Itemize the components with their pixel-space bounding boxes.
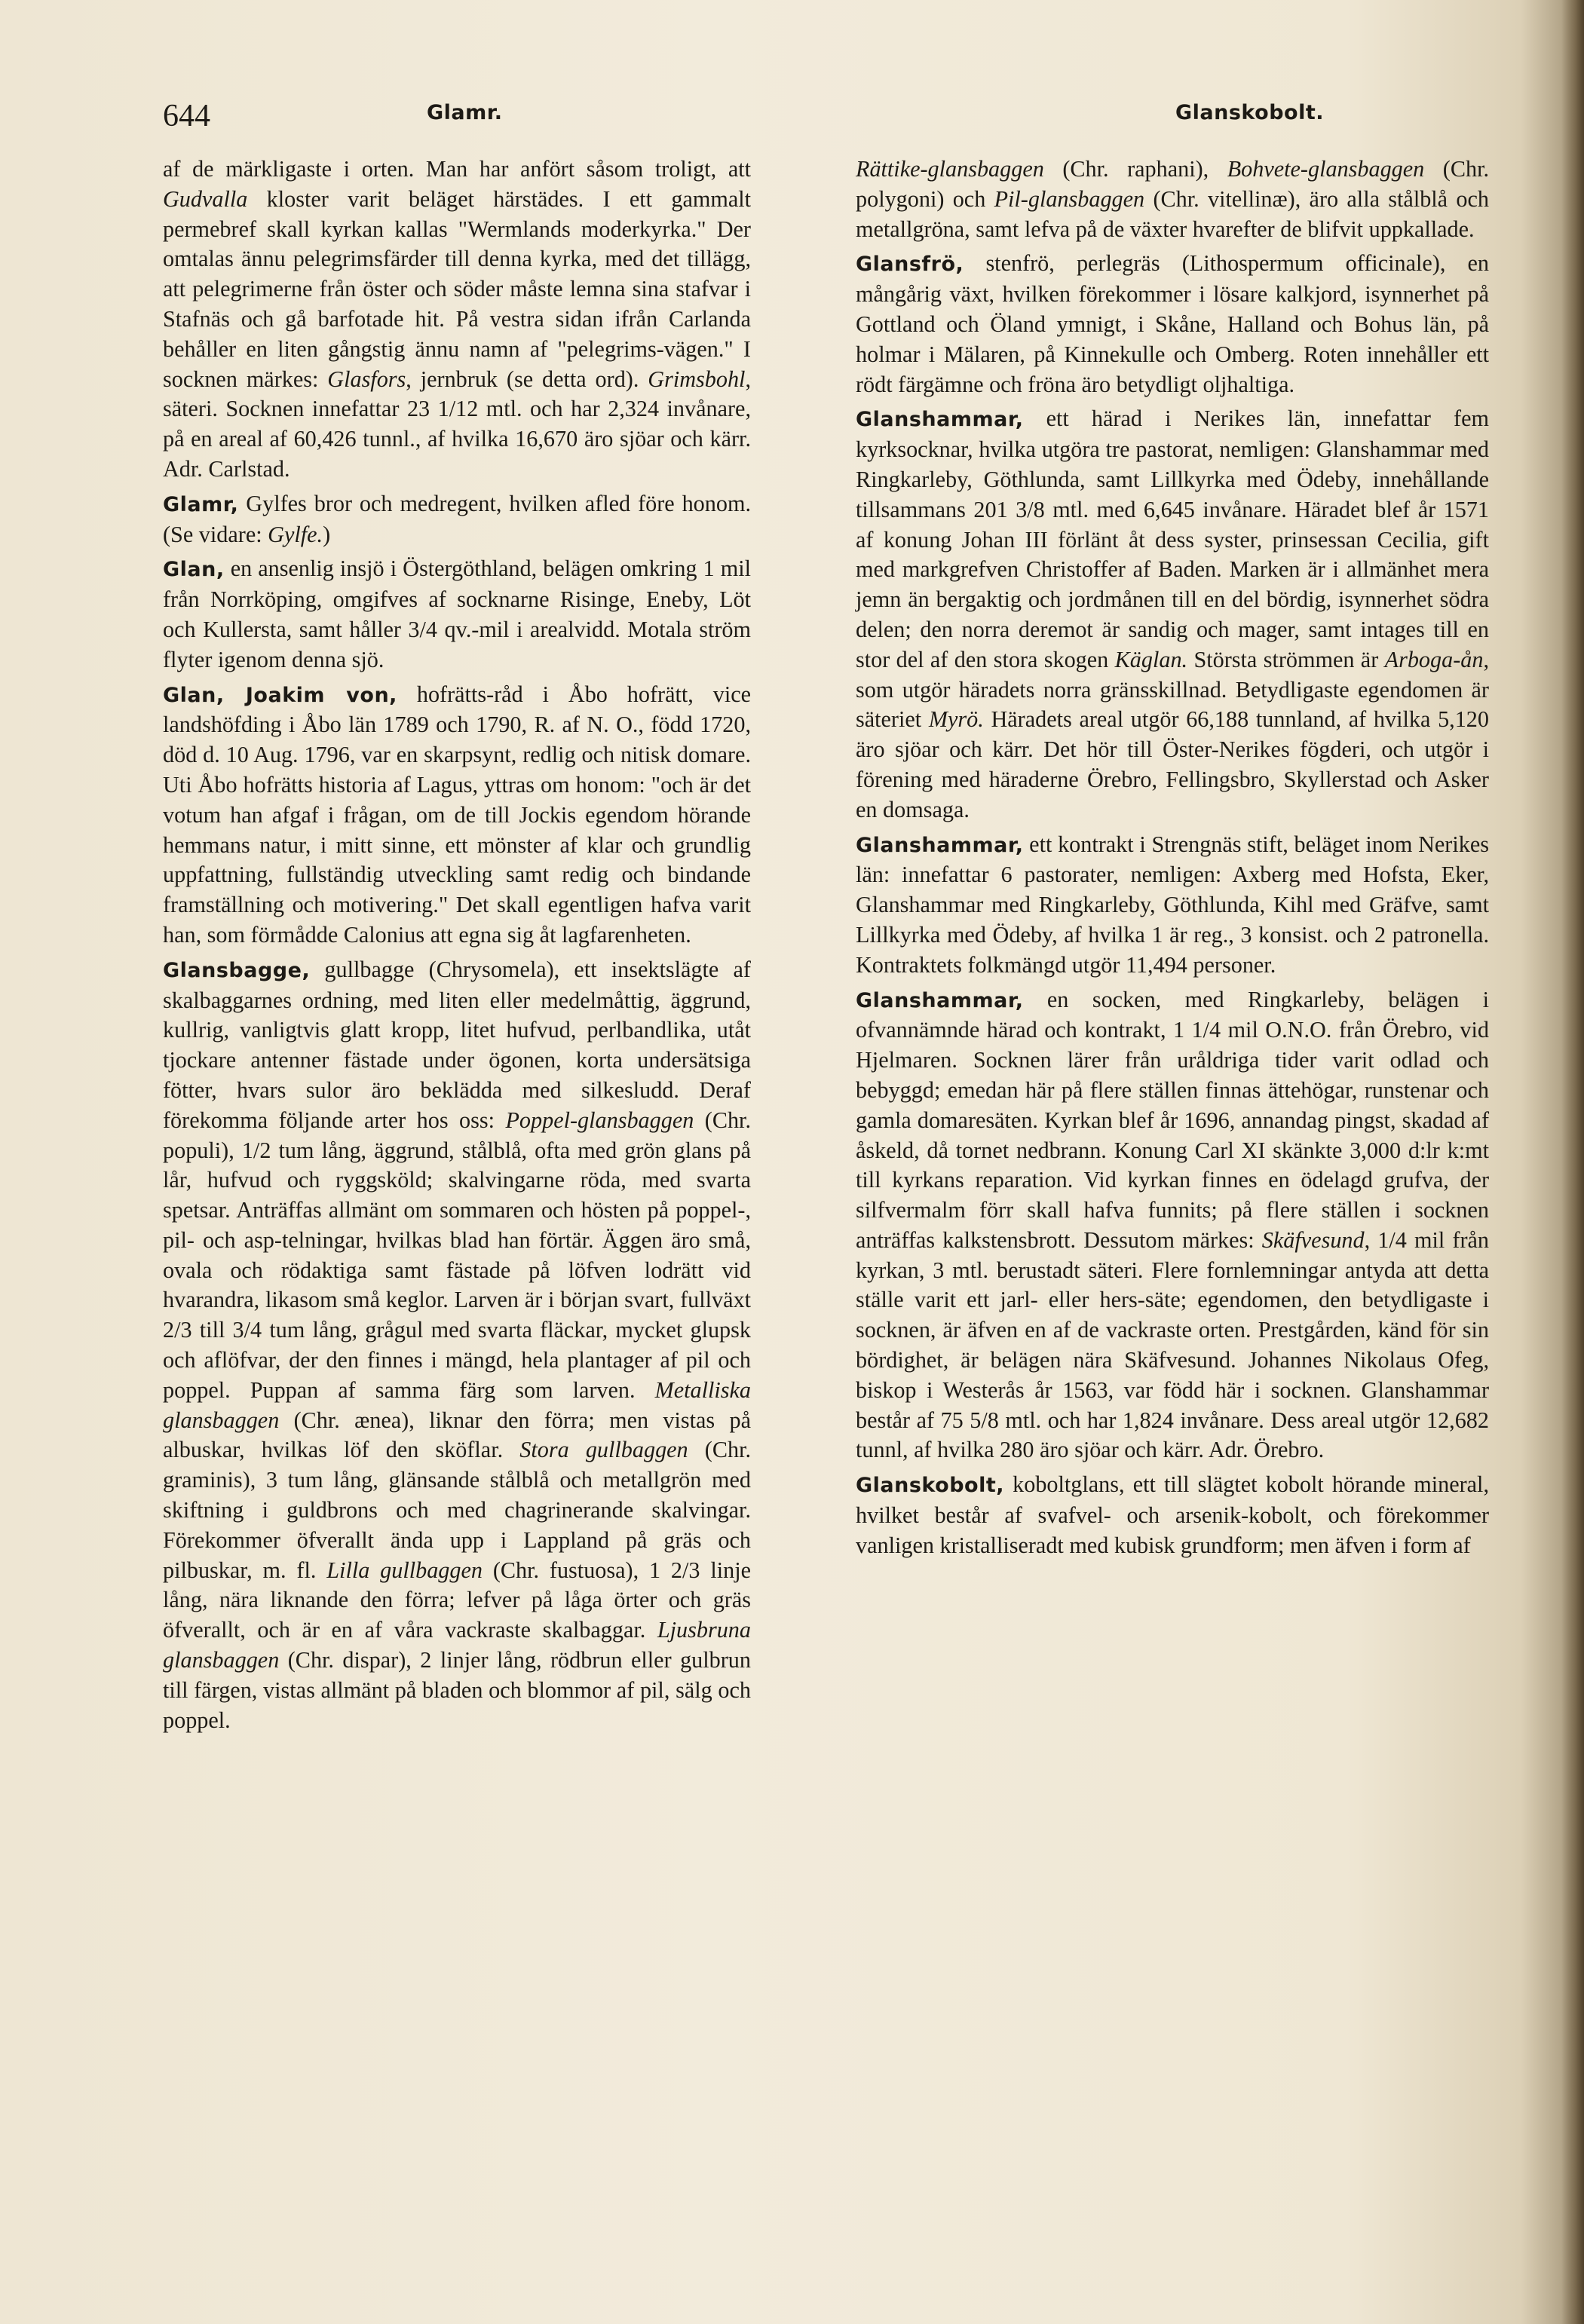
entry-headword: Glansbagge, [163, 958, 311, 982]
entry-text: (Chr. populi), 1/2 tum lång, äggrund, stålblå, ofta med grön glans på lår, hufvud och ryggsköld; skalvingarne röda, med svarta spetsar. Anträffas allmänt om sommaren och hösten på poppel-, pil- och asp-telningar, hvilkas blad han förtär. Äggen äro små, ovala och rödaktiga samt fästade på löfven lodrätt vid hvarandra, likasom små keglor. Larven är i början svart, fullväxt 2/3 till 3/4 tum lång, grågul med svarta fläckar, mycket glupsk och aflöfvar, der den finnes i mängd, hela plantager af pil och poppel. Puppan af samma färg som larven. [163, 1107, 751, 1403]
italic-term: Ljusbruna glansbaggen [163, 1617, 751, 1673]
italic-term: Arboga-ån [1384, 646, 1484, 672]
entry-text: , jernbruk (se detta ord). [406, 366, 648, 392]
entry-text: (Chr. polygoni) och [856, 156, 1489, 212]
left-column [163, 155, 751, 1735]
entry-text: en ansenlig insjö i Östergöthland, belägen omkring 1 mil från Norrköping, omgifves af socknarne Risinge, Eneby, Löt och Kullersta, samt håller 3/4 qv.-mil i arealvidd. Motala ström flyter igenom denna sjö. [163, 556, 751, 672]
entry-text: ) [323, 521, 331, 547]
entry-text: (Chr. dispar), 2 linjer lång, rödbrun eller gulbrun till färgen, vistas allmänt på bladen och blommor af pil, sälg och poppel. [163, 1647, 751, 1733]
italic-term: Myrö. [928, 706, 984, 733]
page-number: 644 [163, 99, 210, 133]
dictionary-entry [856, 155, 1489, 244]
italic-term: Gudvalla [163, 185, 248, 212]
entry-text: ett härad i Nerikes län, innefattar fem kyrksocknar, hvilka utgöra tre pastorat, nemligen: Glanshammar med Ringkarleby, Göthlunda, samt Lillkyrka med Ödeby, innehållande tillsammans 201 3/8 mtl. med 6,645 invånare. Häradet blef år 1571 af konung Johan III förlänt åt dess syster, prinsessan Cecilia, gift med markgrefven Christoffer af Baden. Marken är i allmänhet mera jemn än bergaktig och jordmånen till en del bördig, isynnerhet södra delen; den norra deremot är sandig och mager, samt intages till en stor del af den stora skogen [856, 406, 1489, 672]
dictionary-entry [163, 955, 751, 1736]
entry-text: , som utgör häradets norra gränsskillnad. Betydligaste egendomen är säteriet [856, 646, 1489, 733]
entry-headword: Glanshammar, [856, 408, 1024, 432]
italic-term: Gylfe. [268, 521, 323, 547]
dictionary-entry [163, 155, 751, 485]
italic-term: Glasfors [327, 366, 406, 392]
entry-text: (Chr. raphani), [1043, 156, 1227, 182]
entry-text: (Chr. vitellinæ), äro alla stålblå och metallgröna, samt lefva på de växter hvarefter de blifvit uppkallade. [856, 185, 1489, 242]
dictionary-entry [163, 554, 751, 675]
entry-headword: Glan, Joakim von, [163, 683, 397, 707]
entry-text: stenfrö, perlegräs (Lithospermum officinale), en mångårig växt, hvilken förekommer i lösare kalkjord, isynnerhet på Gottland och Öland ymnigt, i Skåne, Halland och Bohus län, på holmar i Mälaren, på Kinnekulle och Omberg. Roten innehåller ett rödt färgämne och fröna äro betydligt oljhaltiga. [856, 250, 1489, 397]
entry-text: Största strömmen är [1187, 646, 1385, 672]
entry-text: , 1/4 mil från kyrkan, 3 mtl. berustadt säteri. Flere fornlemningar antyda att detta ställe varit ett jarl- eller hers-säte; egendomen, den betydligaste i socknen, är äfven en af de vackraste orten. Prestgården, känd för sin bördighet, är belägen nära Skäfvesund. Johannes Nikolaus Ofeg, biskop i Westerås år 1563, var född här i socknen. Glanshammar består af 75 5/8 mtl. och har 1,824 invånare. Dess areal utgör 12,682 tunnl, af hvilka 280 äro sjöar och kärr. Adr. Örebro. [856, 1226, 1489, 1463]
italic-term: Poppel-glansbaggen [505, 1107, 694, 1133]
italic-term: Rättike-glansbaggen [856, 156, 1044, 182]
entry-text: , säteri. Socknen innefattar 23 1/12 mtl. och har 2,324 invånare, på en areal af 60,426 tunnl., af hvilka 16,670 äro sjöar och kärr. Adr. Carlstad. [163, 366, 751, 482]
entry-headword: Glanskobolt, [856, 1474, 1005, 1498]
italic-term: Grimsbohl [648, 366, 746, 392]
italic-term: Lilla gullbaggen [326, 1557, 483, 1583]
dictionary-entry [856, 830, 1489, 981]
entry-headword: Glansfrö, [856, 253, 964, 277]
entry-headword: Glanshammar, [856, 833, 1024, 857]
page-edge-shadow [1561, 0, 1584, 2324]
entry-text: Häradets areal utgör 66,188 tunnland, af hvilka 5,120 äro sjöar och kärr. Det hör till Öster-Nerikes fögderi, och utgör i förening med häraderne Örebro, Fellingsbro, Skyllerstad och Asker en domsaga. [856, 706, 1489, 822]
entry-text: gullbagge (Chrysomela), ett insektslägte af skalbaggarnes ordning, med liten eller medelmåttig, äggrund, kullrig, vanligtvis glatt kropp, litet hufvud, perlbandlika, utåt tjockare antenner fästade under ögonen, korta undersätsiga fötter, hvars sulor äro beklädda med silkesludd. Deraf förekomma följande arter hos oss: [163, 956, 751, 1133]
running-head-right: Glanskobolt. [1175, 101, 1324, 124]
dictionary-entry [856, 404, 1489, 825]
running-head-left: Glamr. [427, 101, 503, 124]
entry-headword: Glamr, [163, 492, 239, 516]
italic-term: Stora gullbaggen [519, 1437, 688, 1463]
entry-text: koboltglans, ett till slägtet kobolt hörande mineral, hvilket består af svafvel- och arsenik-kobolt, och förekommer vanligen kristalliseradt med kubisk grundform; men äfven i form af [856, 1471, 1489, 1558]
entry-text: af de märkligaste i orten. Man har anfört såsom troligt, att [163, 156, 751, 182]
italic-term: Käglan. [1114, 646, 1188, 672]
entry-text: (Chr. graminis), 3 tum lång, glänsande stålblå och metallgrön med skiftning i guldbrons och med chagrinerande skalvingar. Förekommer öfverallt ända upp i Lappland på gräs och pilbuskar, m. fl. [163, 1437, 751, 1583]
entry-text: en socken, med Ringkarleby, belägen i ofvannämnde härad och kontrakt, 1 1/4 mil O.N.O. från Örebro, vid Hjelmaren. Socknen lärer från uråldriga tider varit odlad och bebyggd; emedan här på flere ställen finnas ättehögar, runstenar och gamla domaresäten. Kyrkan blef år 1696, annandag pingst, skadad af åskeld, då tornet nedbrann. Konung Carl XI skänkte 3,000 d:lr k:mt till kyrkans reparation. Vid kyrkan finnes en ödelagd grufva, der silfvermalm förr skall hafva funnits; på flere ställen i socknen anträffas kalkstensbrott. Dessutom märkes: [856, 986, 1489, 1253]
entry-text: ett kontrakt i Strengnäs stift, beläget inom Nerikes län: innefattar 6 pastorater, nemligen: Axberg med Hofsta, Eker, Glanshammar med Ringkarleby, Göthlunda, Kihl med Gräfve, samt Lillkyrka med Ödeby, af hvilka 1 är reg., 3 konsist. och 2 patronella. Kontraktets folkmängd utgör 11,494 personer. [856, 831, 1489, 978]
dictionary-entry [163, 489, 751, 550]
italic-term: Bohvete-glansbaggen [1227, 156, 1425, 182]
dictionary-entry [163, 680, 751, 951]
entry-text: hofrätts-råd i Åbo hofrätt, vice landshöfding i Åbo län 1789 och 1790, R. af N. O., född 1720, död d. 10 Aug. 1796, var en skarpsynt, redlig och nitisk domare. Uti Åbo hofrätts historia af Lagus, yttras om honom: "och är det votum han afgaf i frågan, om de till Jockis egendom hörande hemmans natur, i mitt sinne, ett mönster af klar och grundlig uppfattning, fullständig utveckling samt redig och bindande framställning och motivering." Det skall egentligen hafva varit han, som förmådde Calonius att egna sig åt lagfarenheten. [163, 681, 752, 948]
italic-term: Metalliska glansbaggen [163, 1376, 751, 1433]
dictionary-entry [856, 249, 1489, 400]
dictionary-entry [856, 985, 1489, 1466]
entry-text: Gylfes bror och medregent, hvilken afled före honom. (Se vidare: [163, 490, 751, 547]
dictionary-entry [856, 1470, 1489, 1560]
running-header [163, 92, 1324, 137]
italic-term: Skäfvesund [1261, 1226, 1365, 1253]
right-column [856, 155, 1489, 1561]
entry-text: kloster varit beläget härstädes. I ett gammalt permebref skall kyrkan kallas "Wermlands moderkyrka." Der omtalas ännu pelegrimsfärder till denna kyrka, med det tillägg, att pelegrimerne från öster och söder måste lemna sina stafvar i Stafnäs och gå barfotade hit. På vestra sidan ifrån Carlanda behåller en liten gångstig ännu namn af "pelegrims-vägen." I socknen märkes: [163, 185, 751, 392]
entry-headword: Glan, [163, 558, 225, 582]
italic-term: Pil-glansbaggen [994, 185, 1145, 212]
entry-headword: Glanshammar, [856, 988, 1024, 1012]
entry-text: (Chr. fustuosa), 1 2/3 linje lång, nära liknande den förra; lefver på låga örter och gräs öfverallt, och är en af våra vackraste skalbaggar. [163, 1557, 752, 1643]
entry-text: (Chr. ænea), liknar den förra; men vistas på albuskar, hvilkas löf den sköflar. [163, 1407, 751, 1463]
